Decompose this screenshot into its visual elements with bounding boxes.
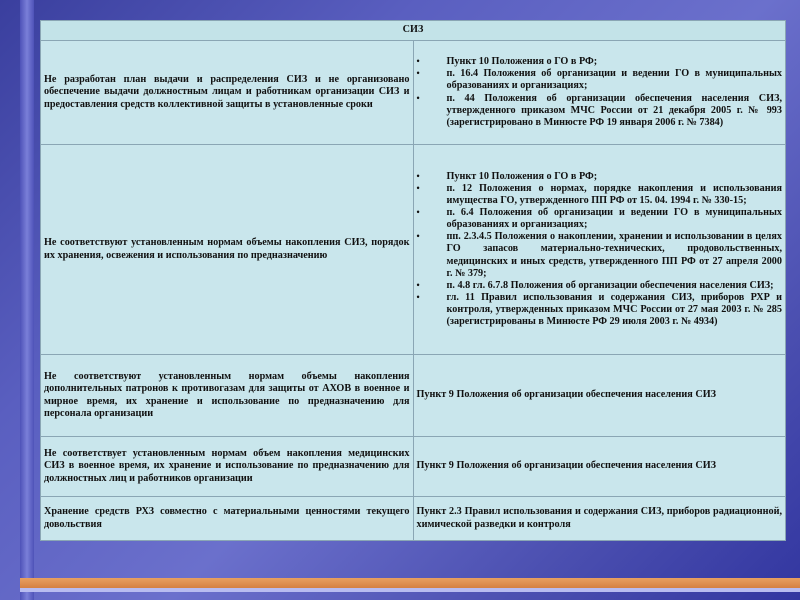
bullet-icon: • [416,56,420,67]
requirement-cell: Не соответствуют установленным нормам объемы накопления дополнительных патронов к противогазам для защиты от АХОВ в военное и мирное время, их хранение и использование по предназначению для персонала организации [41,355,414,437]
bullet-icon: • [416,207,420,218]
requirement-cell: Не разработан план выдачи и распределения СИЗ и не организовано обеспечение выдачи должностным лицам и работникам организации СИЗ и предоставления средств коллективной защиты в установленные сроки [41,41,414,145]
reference-text: п. 16.4 Положения об организации и ведении ГО в муниципальных образованиях и организациях; [446,68,782,92]
reference-text: п. 12 Положения о нормах, порядке накопления и использования имущества ГО, утвержденного ПП РФ от 15. 04. 1994 г. № 330-15; [446,183,782,207]
bullet-icon: • [416,291,420,302]
requirement-cell: Не соответствует установленным нормам объем накопления медицинских СИЗ в военное время, их хранение и использование по предназначению для должностных лиц и работников организации [41,437,414,497]
reference-text: Пункт 10 Положения о ГО в РФ; [446,56,598,68]
reference-text: п. 6.4 Положения об организации и ведении ГО в муниципальных образованиях и организациях; [446,207,782,231]
table-row [41,437,786,497]
reference-item [416,279,783,292]
bullet-icon: • [416,171,420,182]
reference-text: Пункт 10 Положения о ГО в РФ; [446,171,598,183]
reference-item [416,183,783,207]
bullet-icon: • [416,92,420,103]
table-header: СИЗ [41,21,786,41]
reference-text: п. 4.8 гл. 6.7.8 Положения об организации обеспечения населения СИЗ; [446,279,774,291]
reference-item [416,92,783,129]
bullet-icon: • [416,279,420,290]
table-row [41,497,786,541]
reference-item [416,171,783,183]
bullet-icon: • [416,231,420,242]
reference-cell [413,41,786,145]
reference-cell: Пункт 9 Положения об организации обеспечения населения СИЗ [413,355,786,437]
reference-list [417,171,783,327]
reference-cell [413,145,786,355]
frame-left-stripe [20,0,34,600]
reference-text: п. 44 Положения об организации обеспечения населения СИЗ, утвержденного приказом МЧС России от 21 декабря 2005 г. № 993 (зарегистрировано в Минюсте РФ 19 января 2006 г. № 7384) [446,92,782,128]
reference-item [416,68,783,92]
requirement-cell: Не соответствуют установленным нормам объемы накопления СИЗ, порядок их хранения, освежения и использования по предназначению [41,145,414,355]
reference-cell: Пункт 9 Положения об организации обеспечения населения СИЗ [413,437,786,497]
table-row [41,41,786,145]
reference-list [417,56,783,128]
table-row [41,145,786,355]
reference-cell: Пункт 2.3 Правил использования и содержания СИЗ, приборов радиационной, химической разведки и контроля [413,497,786,541]
reference-item [416,207,783,231]
bullet-icon: • [416,68,420,79]
siz-requirements-table [40,20,786,541]
reference-text: пп. 2.3.4.5 Положения о накоплении, хранении и использовании в целях ГО запасов материально-технических, продовольственных, медицинских и иных средств, утвержденного ПП РФ от 27 апреля 2000 г. № 379; [446,231,782,279]
reference-text: гл. 11 Правил использования и содержания СИЗ, приборов РХР и контроля, утвержденных приказом МЧС России от 27 мая 2003 г. № 285 (зарегистрированы в Минюсте РФ 29 июля 2003 г. № 4934) [446,291,782,327]
bullet-icon: • [416,183,420,194]
reference-item [416,56,783,68]
reference-item [416,291,783,328]
reference-item [416,231,783,279]
table-row [41,355,786,437]
frame-bottom-line [20,588,800,592]
requirement-cell: Хранение средств РХЗ совместно с материальными ценностями текущего довольствия [41,497,414,541]
